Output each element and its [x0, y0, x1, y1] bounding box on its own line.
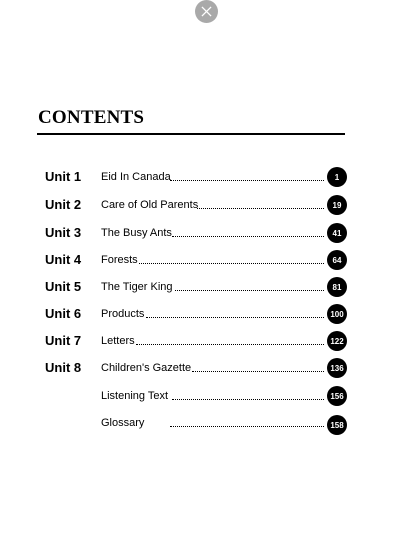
toc-leader-dots [170, 180, 324, 181]
toc-unit-label: Unit 4 [45, 252, 82, 267]
toc-page-badge: 122 [327, 331, 347, 351]
toc-leader-dots [136, 344, 324, 345]
toc-page-badge: 158 [327, 415, 347, 435]
toc-row[interactable] [0, 388, 416, 410]
toc-leader-dots [175, 290, 324, 291]
toc-row[interactable] [0, 252, 416, 274]
toc-page-badge: 41 [327, 223, 347, 243]
toc-leader-dots [192, 371, 324, 372]
toc-entry-title: The Busy Ants [101, 227, 172, 239]
toc-page-badge: 156 [327, 386, 347, 406]
toc-page-badge: 1 [327, 167, 347, 187]
toc-row[interactable] [0, 306, 416, 328]
toc-leader-dots [197, 208, 324, 209]
toc-unit-label: Unit 3 [45, 225, 82, 240]
toc-unit-label: Unit 1 [45, 169, 82, 184]
toc-unit-label: Unit 8 [45, 360, 82, 375]
toc-entry-title: Care of Old Parents [101, 199, 199, 211]
toc-entry-title: Glossary [101, 417, 145, 429]
toc-row[interactable] [0, 279, 416, 301]
toc-entry-title: Eid In Canada [101, 171, 171, 183]
toc-page-badge: 136 [327, 358, 347, 378]
toc-entry-title: Products [101, 308, 145, 320]
toc-row[interactable] [0, 360, 416, 382]
toc-page-badge: 64 [327, 250, 347, 270]
toc-leader-dots [172, 399, 324, 400]
toc-entry-title: Children's Gazette [101, 362, 192, 374]
toc-unit-label: Unit 5 [45, 279, 82, 294]
toc-row[interactable] [0, 225, 416, 247]
toc-entry-title: The Tiger King [101, 281, 173, 293]
toc-page-badge: 19 [327, 195, 347, 215]
toc-unit-label: Unit 2 [45, 197, 82, 212]
toc-leader-dots [146, 317, 324, 318]
toc-page-badge: 100 [327, 304, 347, 324]
toc-entry-title: Letters [101, 335, 135, 347]
toc-row[interactable] [0, 333, 416, 355]
toc-leader-dots [139, 263, 324, 264]
toc-leader-dots [170, 426, 324, 427]
toc-entry-title: Listening Text [101, 390, 169, 402]
toc-unit-label: Unit 6 [45, 306, 82, 321]
toc-row[interactable] [0, 169, 416, 191]
toc-row[interactable] [0, 415, 416, 437]
toc-row[interactable] [0, 197, 416, 219]
toc-leader-dots [172, 236, 324, 237]
page-title: CONTENTS [38, 107, 145, 128]
toc-entry-title: Forests [101, 254, 138, 266]
toc-unit-label: Unit 7 [45, 333, 82, 348]
toc-page-badge: 81 [327, 277, 347, 297]
